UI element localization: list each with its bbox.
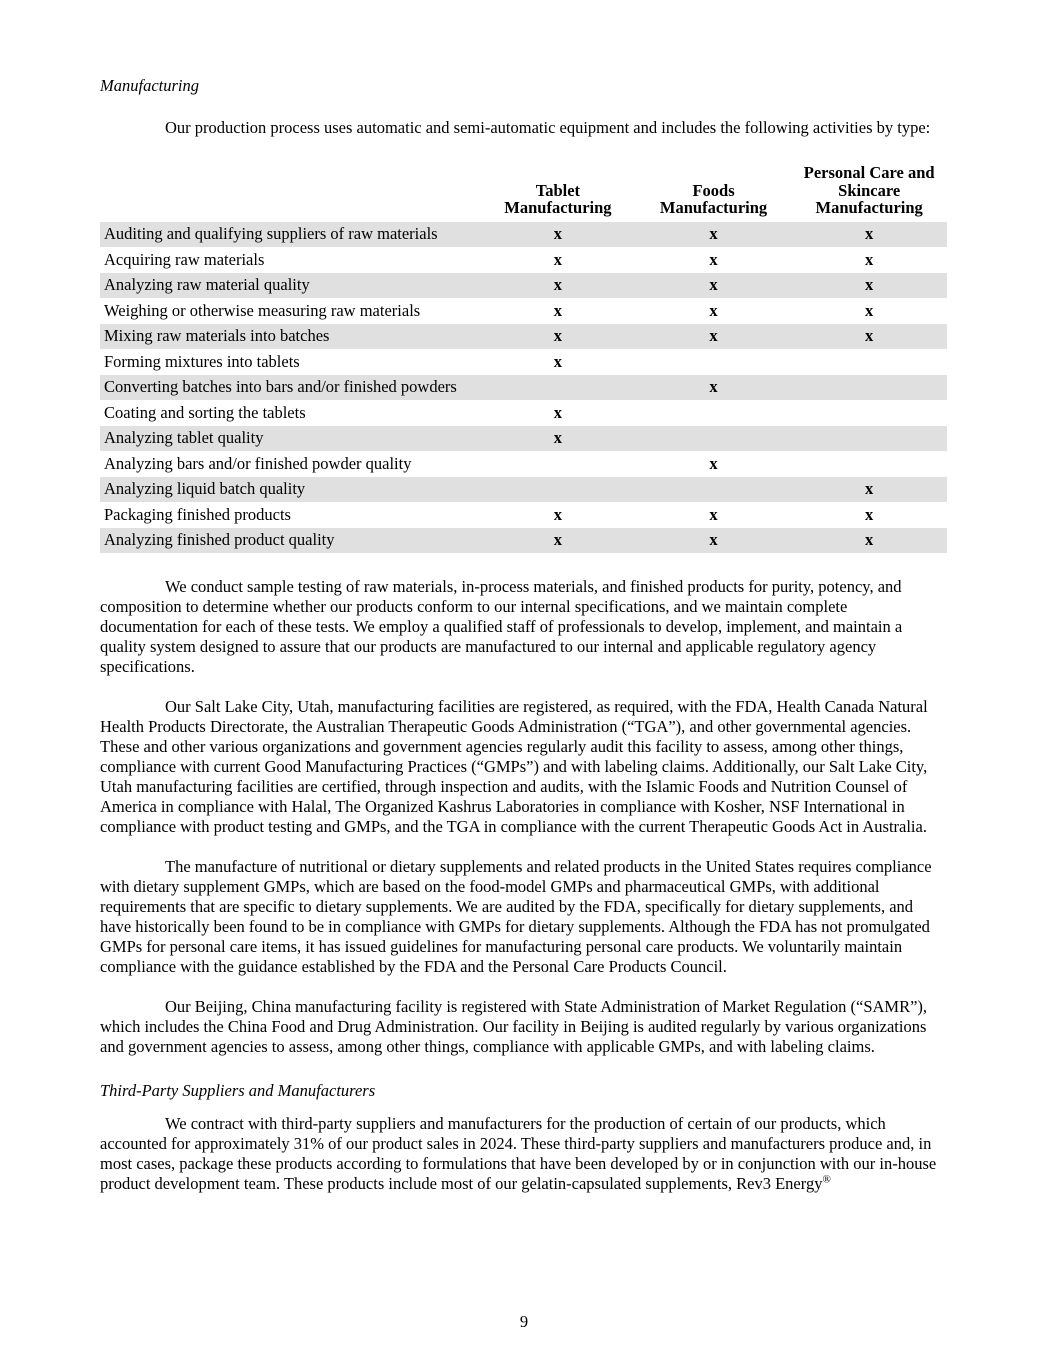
foods-cell: x [709, 326, 718, 346]
personal-cell [791, 349, 947, 375]
table-header-row [100, 164, 947, 222]
activity-cell: Mixing raw materials into batches [104, 326, 330, 346]
personal-cell: x [865, 530, 874, 550]
personal-cell [791, 451, 947, 477]
table-row [100, 451, 947, 477]
tablet-cell: x [553, 402, 563, 422]
paragraph-third-party-text: We contract with third-party suppliers and manufacturers for the production of certain of our products, which accounted for approximately 31% of our product sales in 2024. These third-party suppliers and manufacturers produce and, in most cases, package these products according to formulations that have been developed by or in conjunction with our in-house product development team. These products include most of our gelatin-capsulated supplements, Rev3 Energy [100, 1114, 937, 1193]
foods-cell: x [709, 530, 718, 550]
activity-cell: Weighing or otherwise measuring raw materials [104, 300, 421, 320]
activity-column-header [100, 164, 480, 222]
table-row [100, 247, 947, 273]
activity-cell: Analyzing finished product quality [104, 530, 335, 550]
personal-cell: x [865, 275, 874, 295]
section-heading-third-party: Third-Party Suppliers and Manufacturers [100, 1081, 376, 1100]
paragraph-dietary-gmps: The manufacture of nutritional or dietary supplements and related products in the United States requires compliance with dietary supplement GMPs, which are based on the food-model GMPs and pharmaceutical GMPs, with additional requirements that are specific to dietary supplements. We are audited by the FDA, specifically for dietary supplements, and have historically been found to be in compliance with GMPs for dietary supplements. Although the FDA has not promulgated GMPs for personal care items, it has issued guidelines for manufacturing personal care products. We voluntarily maintain compliance with the guidance established by the FDA and the Personal Care Products Council. [100, 857, 932, 976]
foods-column-header: Foods Manufacturing [659, 180, 768, 217]
activity-cell: Forming mixtures into tablets [104, 351, 300, 371]
foods-cell: x [709, 300, 718, 320]
foods-cell: x [709, 504, 718, 524]
personal-care-column-header: Personal Care and Skincare Manufacturing [803, 163, 935, 217]
activity-cell: Analyzing liquid batch quality [104, 479, 306, 499]
tablet-cell [480, 477, 636, 503]
personal-cell: x [865, 224, 874, 244]
activity-cell: Coating and sorting the tablets [104, 402, 306, 422]
table-row [100, 298, 947, 324]
tablet-cell: x [553, 249, 563, 269]
tablet-cell: x [553, 530, 563, 550]
section-heading-manufacturing: Manufacturing [100, 76, 199, 95]
paragraph-beijing: Our Beijing, China manufacturing facility is registered with State Administration of Market Regulation (“SAMR”), which includes the China Food and Drug Administration. Our facility in Beijing is audited regularly by various organizations and government agencies to assess, among other things, compliance with applicable GMPs, and with labeling claims. [100, 997, 928, 1056]
foods-cell [636, 426, 792, 452]
personal-cell: x [865, 504, 874, 524]
table-row [100, 324, 947, 350]
registered-trademark-symbol: ® [822, 1173, 831, 1186]
personal-cell [791, 426, 947, 452]
intro-paragraph: Our production process uses automatic and semi-automatic equipment and includes the following activities by type: [165, 118, 931, 137]
personal-cell: x [865, 300, 874, 320]
table-row [100, 222, 947, 248]
foods-cell: x [709, 275, 718, 295]
table-row [100, 375, 947, 401]
table-row [100, 349, 947, 375]
foods-cell [636, 349, 792, 375]
foods-cell [636, 400, 792, 426]
activity-cell: Analyzing tablet quality [104, 428, 264, 448]
table-row [100, 273, 947, 299]
activity-cell: Converting batches into bars and/or finished powders [104, 377, 457, 397]
table-row [100, 477, 947, 503]
personal-cell: x [865, 249, 874, 269]
paragraph-third-party [100, 1114, 947, 1194]
tablet-cell: x [553, 224, 563, 244]
table-row [100, 502, 947, 528]
paragraph-salt-lake-city: Our Salt Lake City, Utah, manufacturing facilities are registered, as required, with the FDA, Health Canada Natural Health Products Directorate, the Australian Therapeutic Goods Administration (“TGA”), and other governmental agencies. These and other various organizations and government agencies regularly audit this facility to assess, among other things, compliance with current Good Manufacturing Practices (“GMPs”) and with labeling claims. Additionally, our Salt Lake City, Utah manufacturing facilities are certified, through inspection and audits, with the Islamic Foods and Nutrition Counsel of America in compliance with Halal, The Organized Kashrus Laboratories in compliance with Kosher, NSF International in compliance with product testing and GMPs, and the TGA in compliance with the current Therapeutic Goods Act in Australia. [100, 697, 928, 836]
tablet-cell: x [553, 504, 563, 524]
personal-cell: x [865, 479, 874, 499]
activity-cell: Analyzing bars and/or finished powder quality [104, 453, 412, 473]
table-row [100, 528, 947, 554]
tablet-cell: x [553, 275, 563, 295]
personal-cell: x [865, 326, 874, 346]
tablet-column-header: Tablet Manufacturing [504, 180, 612, 217]
foods-cell: x [709, 224, 718, 244]
manufacturing-activities-table [100, 164, 947, 553]
page-number: 9 [519, 1312, 529, 1331]
tablet-cell: x [553, 300, 563, 320]
table-row [100, 400, 947, 426]
tablet-cell: x [553, 351, 563, 371]
tablet-cell: x [553, 326, 563, 346]
foods-cell: x [709, 377, 718, 397]
tablet-cell [480, 375, 636, 401]
tablet-cell [480, 451, 636, 477]
foods-cell: x [709, 249, 718, 269]
activity-cell: Acquiring raw materials [104, 249, 265, 269]
activity-cell: Analyzing raw material quality [104, 275, 310, 295]
activity-cell: Auditing and qualifying suppliers of raw materials [104, 224, 438, 244]
personal-cell [791, 400, 947, 426]
foods-cell [636, 477, 792, 503]
table-row [100, 426, 947, 452]
foods-cell: x [709, 453, 718, 473]
paragraph-quality-system: We conduct sample testing of raw materials, in-process materials, and finished products for purity, potency, and composition to determine whether our products conform to our internal specifications, and we maintain complete documentation for each of these tests. We employ a qualified staff of professionals to develop, implement, and maintain a quality system designed to assure that our products are manufactured to our internal and applicable regulatory agency specifications. [100, 577, 903, 676]
tablet-cell: x [553, 428, 563, 448]
personal-cell [791, 375, 947, 401]
activity-cell: Packaging finished products [104, 504, 291, 524]
